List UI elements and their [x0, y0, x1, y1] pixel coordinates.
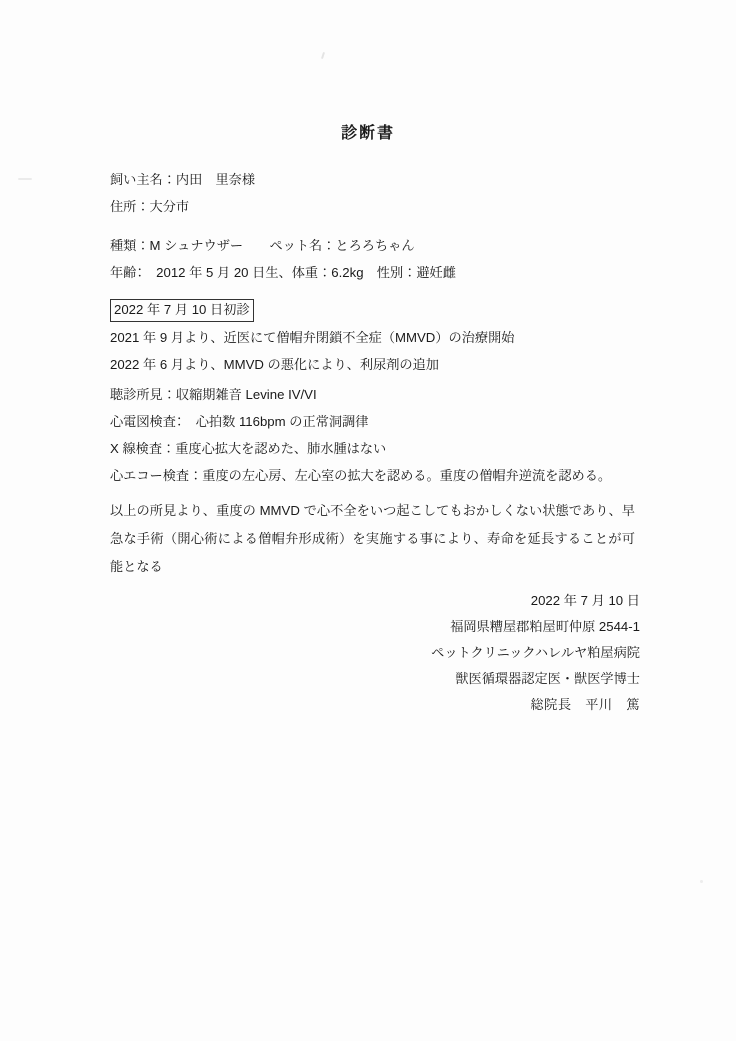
owner-name-line: 飼い主名：内田 里奈様 — [110, 172, 256, 187]
signature-block — [431, 588, 640, 718]
signature-doctor: 総院長 平川 篤 — [530, 697, 640, 712]
scan-artifact-icon — [321, 52, 325, 59]
signature-address: 福岡県糟屋郡粕屋町仲原 2544-1 — [450, 619, 640, 634]
first-visit-badge: 2022 年 7 月 10 日初診 — [110, 299, 254, 322]
exam-line-2: 心電図検査： 心拍数 116bpm の正常洞調律 — [110, 414, 369, 429]
signature-clinic: ペットクリニックハレルヤ粕屋病院 — [431, 645, 640, 660]
exam-line-4: 心エコー検査：重度の左心房、左心室の拡大を認める。重度の僧帽弁逆流を認める。 — [110, 468, 612, 483]
signature-date: 2022 年 7 月 10 日 — [530, 593, 640, 608]
owner-address-line: 住所：大分市 — [110, 199, 190, 214]
visit-section — [110, 296, 630, 378]
owner-section — [110, 166, 630, 220]
exam-line-3: X 線検査：重度心拡大を認めた、肺水腫はない — [110, 441, 387, 456]
signature-credentials: 獣医循環器認定医・獣医学博士 — [455, 671, 640, 686]
page-title: 診断書 — [340, 125, 395, 142]
pet-breed-line: 種類：M シュナウザー ペット名：とろろちゃん — [110, 238, 415, 253]
first-visit-badge-wrap — [110, 296, 630, 324]
conclusion-section: 以上の所見より、重度の MMVD で心不全をいつ起こしてもおかしくない状態であり、早急な手術（開心術による僧帽弁形成術）を実施する事により、寿命を延長することが可能となる — [110, 503, 635, 574]
pet-profile-line: 年齢： 2012 年 5 月 20 日生、体重：6.2kg 性別：避妊雌 — [110, 265, 456, 280]
history-line-1: 2021 年 9 月より、近医にて僧帽弁閉鎖不全症（MMVD）の治療開始 — [110, 330, 515, 345]
scan-artifact-icon — [18, 178, 32, 180]
exam-line-1: 聴診所見：収縮期雑音 Levine IV/VI — [110, 387, 317, 402]
history-line-2: 2022 年 6 月より、MMVD の悪化により、利尿剤の追加 — [110, 357, 439, 372]
exam-section — [110, 381, 630, 489]
pet-section — [110, 232, 630, 286]
scan-artifact-icon — [700, 880, 703, 883]
